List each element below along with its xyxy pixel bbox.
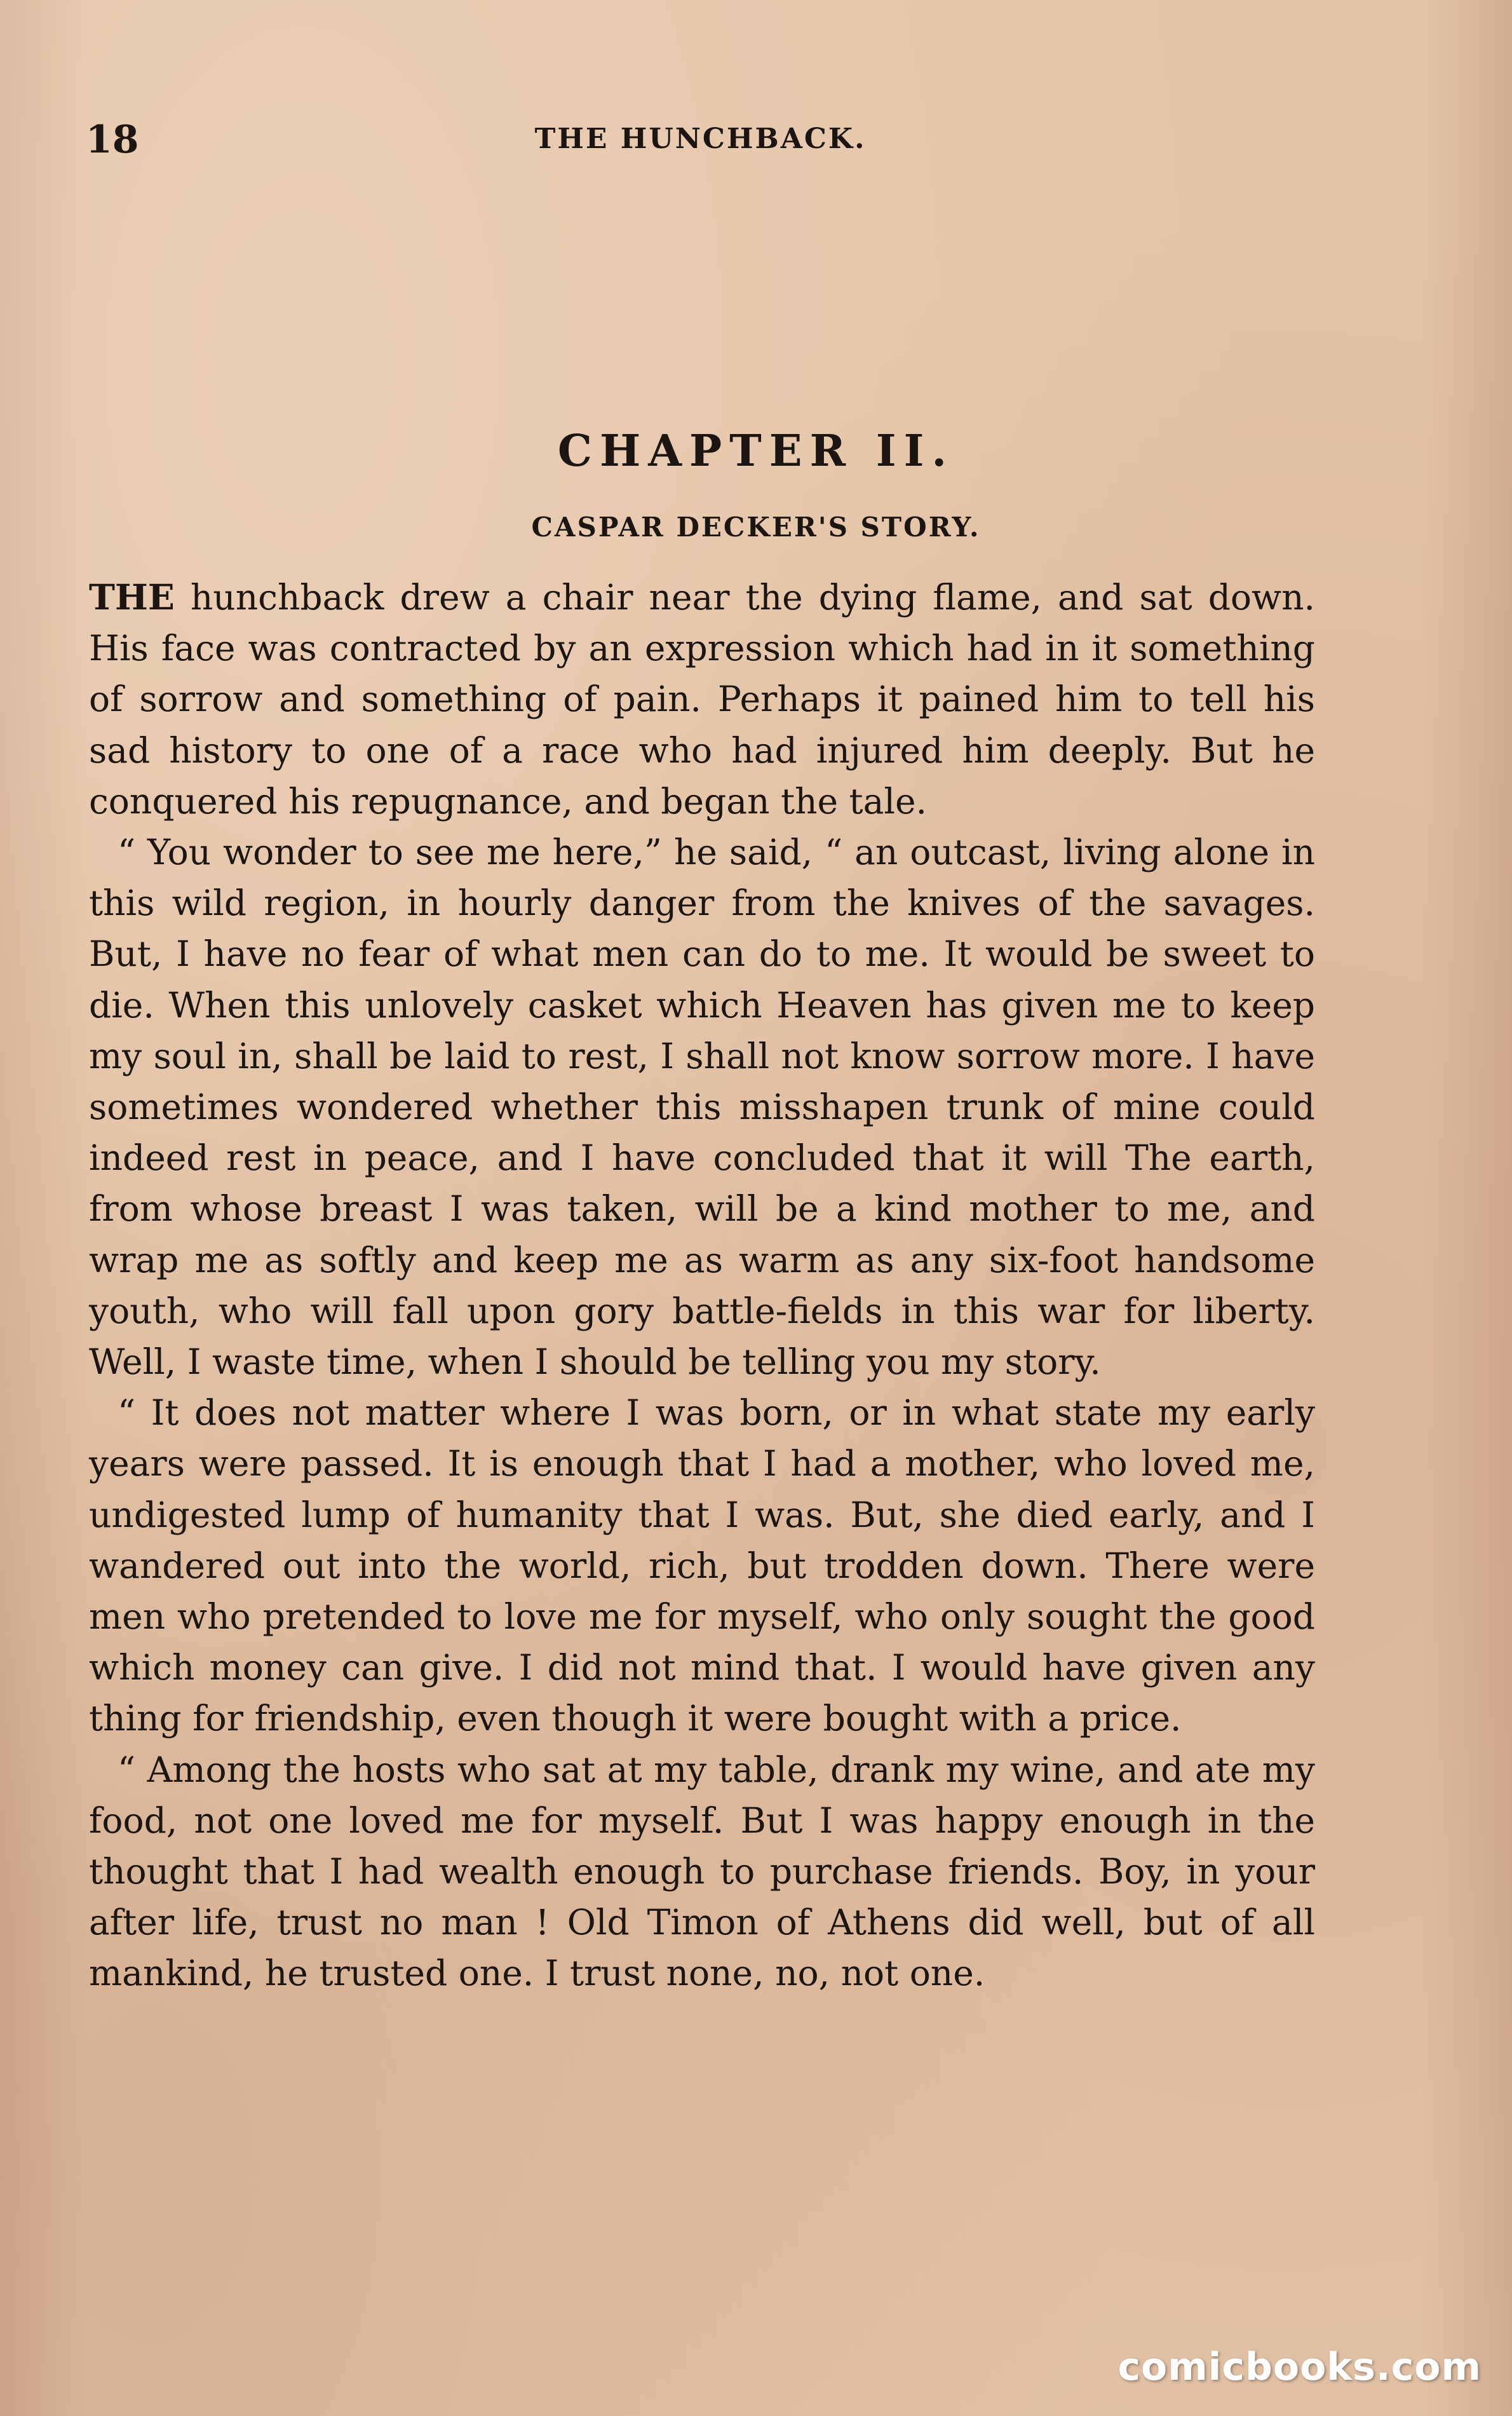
- body-text: [89, 572, 1315, 1999]
- chapter-title: CHAPTER II.: [557, 426, 955, 477]
- paragraph-2: “ You wonder to see me here,” he said, “ an outcast, living alone in this wild region, in hourly danger from the knives of the savages. But, I have no fear of what men can do to me. It would be sweet to die. When this unlovely casket which Heaven has given me to keep my soul in, shall be laid to rest, I shall not know sorrow more. I have sometimes wondered whether this misshapen trunk of mine could indeed rest in peace, and I have concluded that it will The earth, from whose breast I was taken, will be a kind mother to me, and wrap me as softly and keep me as warm as any six-foot handsome youth, who will fall upon gory battle-fields in this war for liberty. Well, I waste time, when I should be telling you my story.: [89, 832, 1315, 1383]
- paragraph-text: hunchback drew a chair near the dying flame, and sat down. His face was contracted by an expression which had in it something of sorrow and something of pain. Perhaps it pained him to tell his sad history to one of a race who had injured him deeply. But he conquered his repugnance, and began the tale.: [89, 577, 1315, 822]
- paragraph-1: [89, 572, 1315, 827]
- paragraph-lead-word: THE: [89, 576, 175, 618]
- page-number: 18: [86, 118, 139, 162]
- paragraph-3: “ It does not matter where I was born, or in what state my early years were passed. It is enough that I had a mother, who loved me, undigested lump of humanity that I was. But, she died early, and I wandered out into the world, rich, but trodden down. There were men who pretended to love me for myself, who only sought the good which money can give. I did not mind that. I would have given any thing for friendship, even though it were bought with a price.: [89, 1392, 1315, 1739]
- running-title: THE HUNCHBACK.: [534, 123, 867, 155]
- chapter-subtitle: CASPAR DECKER'S STORY.: [531, 512, 981, 543]
- watermark-logo: comicbooks.com: [1117, 2345, 1482, 2389]
- page-header: [86, 118, 1315, 168]
- paragraph-4: “ Among the hosts who sat at my table, drank my wine, and ate my food, not one loved me for myself. But I was happy enough in the thought that I had wealth enough to purchase friends. Boy, in your after life, trust no man ! Old Timon of Athens did well, but of all mankind, he trusted one. I trust none, no, not one.: [89, 1749, 1315, 1994]
